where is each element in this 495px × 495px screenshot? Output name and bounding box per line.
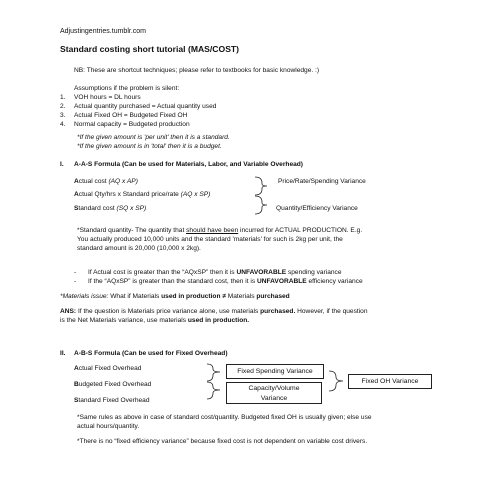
abs-letter: B (74, 381, 79, 388)
answer-text: If the question is Materials price variance alone, use materials (76, 308, 261, 315)
section-2-heading: A-B-S Formula (Can be used for Fixed Overhead) (74, 350, 228, 357)
box-label: Variance (260, 395, 288, 402)
assumption-number: 2. (60, 103, 66, 110)
standard-quantity-line-2: You actually produced 10,000 units and the standard 'materials' for such is 2kg per unit, the (77, 236, 343, 243)
box-label: Fixed Spending Variance (237, 368, 313, 375)
abs-letter: S (74, 397, 79, 404)
rule-emphasis: UNFAVORABLE (236, 269, 287, 276)
rule-text: If the “AQxSP” is greater than the standard cost, then it is (88, 278, 257, 285)
bullet-dash: - (74, 278, 77, 285)
per-unit-note: *If the given amount is 'per unit' then it is a standard. (77, 134, 230, 141)
fixed-oh-variance-box (348, 374, 432, 389)
aas-letter: S (74, 205, 79, 212)
nb-note: NB: These are shortcut techniques; please refer to textbooks for basic knowledge. :) (74, 67, 320, 74)
aas-row-text: tandard cost (78, 205, 117, 212)
assumption-number: 4. (60, 121, 66, 128)
abs-row-text: ctual Fixed Overhead (78, 365, 142, 372)
sq-text: *Standard quantity- The quantity that (77, 227, 187, 234)
section-2-number: II. (60, 350, 66, 357)
total-note: *If the given amount is in 'total' then it is a budget. (77, 143, 222, 150)
rule-text: efficiency variance (306, 278, 363, 285)
assumption-item: Actual Fixed OH = Budgeted Fixed OH (74, 112, 188, 119)
assumptions-intro: Assumptions if the problem is silent: (74, 85, 180, 92)
abs-letter: A (74, 365, 79, 372)
fixed-oh-note-line-1: *Same rules as above in case of standard cost/quantity. Budgeted fixed OH is usually given; else use (77, 414, 372, 421)
bullet-dash: - (74, 269, 77, 276)
issue-emphasis: purchased (256, 293, 290, 300)
rule-text: spending variance (286, 269, 342, 276)
capacity-variance-box (226, 382, 322, 404)
assumption-item: Normal capacity = Budgeted production (74, 121, 190, 128)
aas-row-text: ctual cost (78, 178, 109, 185)
issue-text: Materials (225, 293, 257, 300)
fixed-efficiency-note: *There is no “fixed efficiency variance” because fixed cost is not dependent on variable cost drivers. (77, 438, 368, 445)
answer-emphasis: used in production. (187, 317, 250, 324)
aas-formula: (SQ x SP) (116, 205, 147, 212)
quantity-variance-label: Quantity/Efficiency Variance (276, 205, 358, 212)
rule-text: If Actual cost is greater than the “AQxSP” then it is (88, 269, 237, 276)
standard-quantity-line-3: standard amount is 20,000 (10,000 x 2kg). (77, 245, 201, 252)
site-header: Adjustingentries.tumblr.com (60, 28, 146, 35)
abs-row-text: udgeted Fixed Overhead (78, 381, 152, 388)
answer-text: is the Net Materials variance, use materials (60, 317, 188, 324)
assumption-item: Actual quantity purchased = Actual quantity used (74, 103, 217, 110)
answer-text: However, if the question (295, 308, 368, 315)
abs-row-text: tandard Fixed Overhead (78, 397, 150, 404)
rule-emphasis: UNFAVORABLE (256, 278, 307, 285)
section-1-number: I. (60, 161, 64, 168)
box-label: Fixed OH Variance (361, 378, 419, 385)
section-1-heading: A-A-S Formula (Can be used for Materials, Labor, and Variable Overhead) (74, 161, 304, 168)
sq-text: incurred for ACTUAL PRODUCTION. E.g. (238, 227, 363, 234)
answer-label: ANS: (60, 308, 77, 315)
issue-label: *Materials issue: (60, 293, 109, 300)
fixed-oh-note-line-2: actual hours/quantity. (77, 423, 140, 430)
sq-text-underlined: should have been (186, 227, 239, 234)
capacity-bracket (207, 382, 220, 399)
aas-letter: A (74, 178, 79, 185)
aas-formula: (AQ x SP) (180, 191, 211, 198)
aas-letter: A (74, 191, 79, 198)
fixed-spending-variance-box (226, 364, 324, 379)
assumption-number: 1. (60, 94, 66, 101)
price-variance-label: Price/Rate/Spending Variance (278, 178, 366, 185)
answer-emphasis: purchased. (260, 308, 296, 315)
spending-bracket (207, 364, 220, 381)
issue-emphasis: used in production ≠ (161, 293, 226, 300)
aas-row-text: ctual Qty/hrs x Standard price/rate (78, 191, 181, 198)
page-title: Standard costing short tutorial (MAS/COST) (60, 44, 240, 54)
assumption-number: 3. (60, 112, 66, 119)
issue-text: What if Materials (108, 293, 162, 300)
aas-formula: (AQ x AP) (108, 178, 138, 185)
box-label: Capacity/Volume (248, 385, 300, 392)
total-bracket (329, 371, 343, 391)
assumption-item: VOH hours = DL hours (74, 94, 141, 101)
